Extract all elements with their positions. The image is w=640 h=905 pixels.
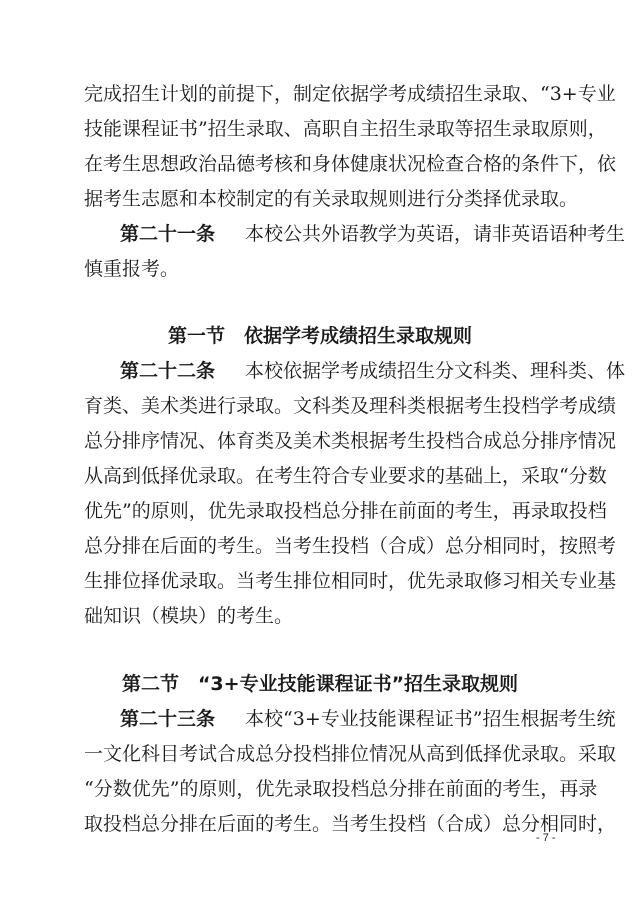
page-number: - 7 - (536, 832, 556, 844)
article-22-number: 第二十二条 (120, 360, 216, 382)
article-21-first-line (120, 222, 626, 246)
article-22-line-6: 总分排在后面的考生。当考生投档（合成）总分相同时，按照考 (84, 535, 617, 557)
article-22-line-7: 生排位择优录取。当考生排位相同时，优先录取修习相关专业基 (84, 570, 617, 592)
article-22-text: 本校依据学考成绩招生分文科类、理科类、体 (245, 360, 626, 382)
article-23-first-line (120, 707, 616, 731)
article-22-line-3: 总分排序情况、体育类及美术类根据考生投档合成总分排序情况 (84, 430, 617, 452)
intro-line-1: 完成招生计划的前提下，制定依据学考成绩招生录取、“3+专业 (84, 83, 616, 105)
article-21-line-2: 慎重报考。 (84, 258, 180, 280)
article-22-line-2: 育类、美术类进行录取。文科类及理科类根据考生投档学考成绩 (84, 395, 617, 417)
article-22-line-4: 从高到低择优录取。在考生符合专业要求的基础上，采取“分数 (84, 465, 607, 487)
article-21-number: 第二十一条 (120, 223, 216, 245)
article-22-line-8: 础知识（模块）的考生。 (84, 605, 294, 627)
article-23-number: 第二十三条 (120, 708, 216, 730)
article-23-line-2: 一文化科目考试合成总分投档排位情况从高到低择优录取。采取 (84, 743, 617, 765)
intro-line-4: 据考生志愿和本校制定的有关录取规则进行分类择优录取。 (84, 188, 579, 210)
article-23-line-3: “分数优先”的原则，优先录取投档总分排在前面的考生，再录 (84, 778, 598, 800)
article-23-text: 本校“3+专业技能课程证书”招生根据考生统 (245, 708, 616, 730)
article-21-text: 本校公共外语教学为英语，请非英语语种考生 (245, 223, 626, 245)
article-23-line-4: 取投档总分排在后面的考生。当考生投档（合成）总分相同时， (84, 813, 617, 835)
intro-line-2: 技能课程证书”招生录取、高职自主招生录取等招生录取原则， (84, 118, 607, 140)
intro-line-3: 在考生思想政治品德考核和身体健康状况检查合格的条件下，依 (84, 153, 617, 175)
section-2-heading: 第二节 “3+专业技能课程证书”招生录取规则 (121, 673, 519, 695)
section-1-heading: 第一节 依据学考成绩招生录取规则 (167, 325, 472, 347)
article-22-line-5: 优先”的原则，优先录取投档总分排在前面的考生，再录取投档 (84, 500, 607, 522)
article-22-first-line (120, 359, 626, 383)
